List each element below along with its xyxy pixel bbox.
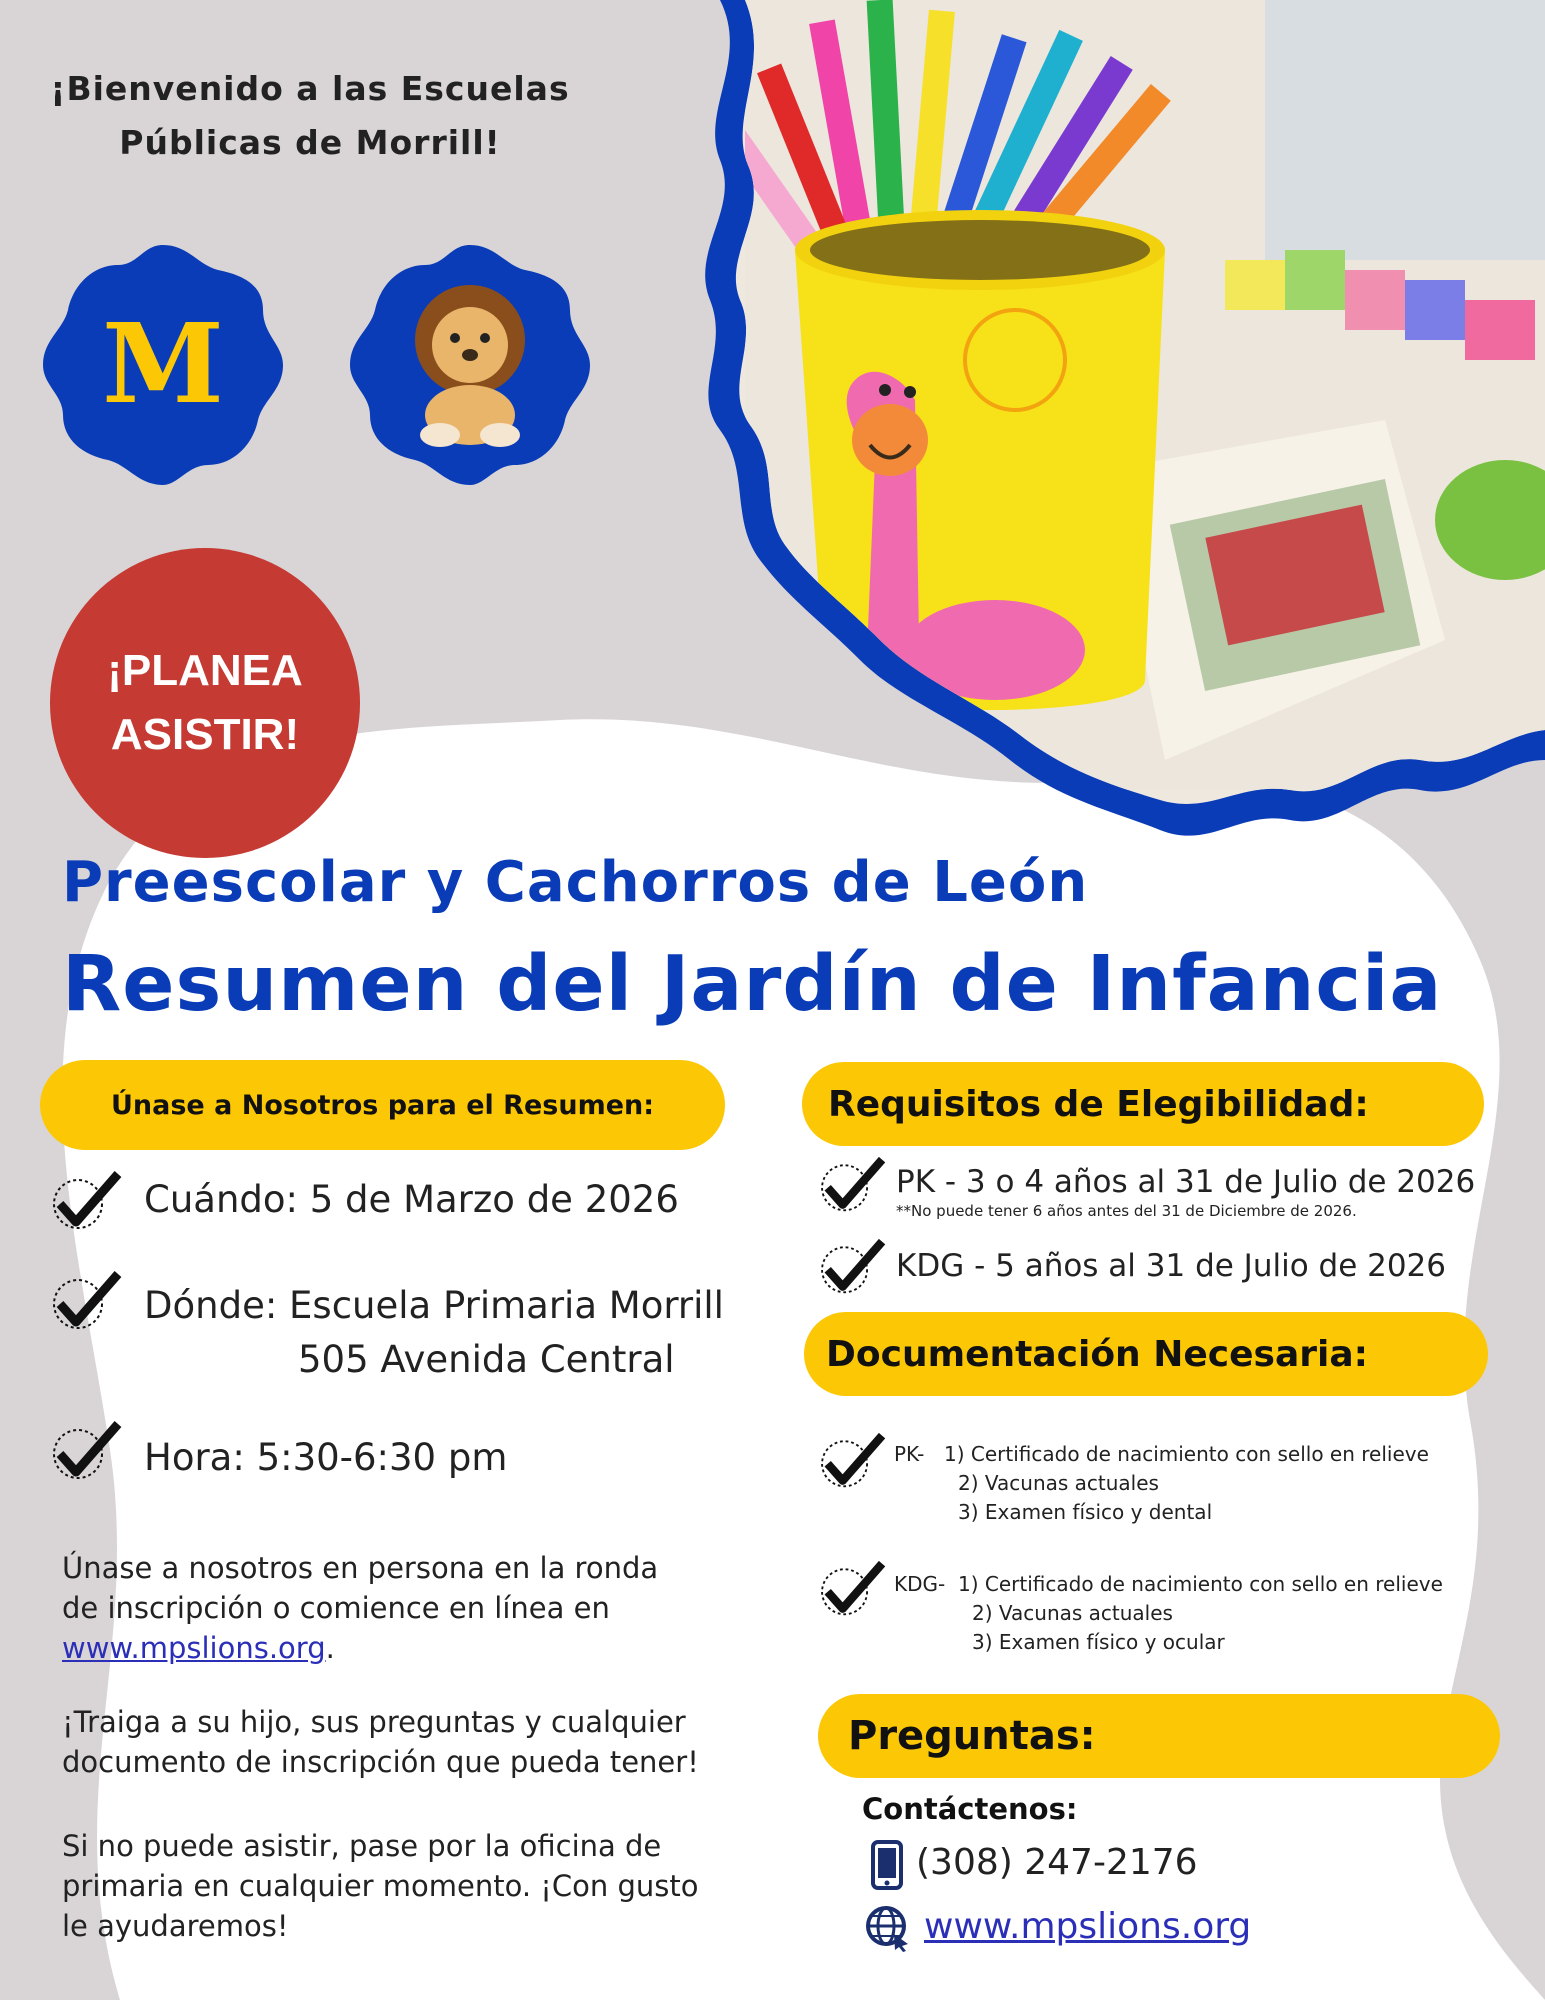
letter-badge <box>38 240 288 490</box>
callout-line-1: ¡PLANEA <box>107 646 303 695</box>
documentation-kdg-item-1: 1) Certificado de nacimiento con sello en relieve <box>958 1572 1443 1596</box>
check-icon <box>48 1418 126 1482</box>
phone-number[interactable]: (308) 247-2176 <box>916 1842 1198 1883</box>
welcome-line-2: Públicas de Morrill! <box>119 123 501 162</box>
documentation-kdg-item-3: 3) Examen físico y ocular <box>972 1630 1225 1654</box>
check-icon <box>816 1236 890 1296</box>
letter-m: M <box>102 299 224 428</box>
check-icon <box>48 1168 126 1232</box>
bring-paragraph: ¡Traiga a su hijo, sus preguntas y cualquier documento de inscripción que pueda tener! <box>62 1705 699 1779</box>
page-title: Resumen del Jardín de Infancia <box>62 940 1443 1029</box>
join-heading-pill <box>40 1060 725 1150</box>
documentation-heading: Documentación Necesaria: <box>826 1333 1369 1375</box>
eligibility-heading-pill <box>802 1062 1484 1146</box>
documentation-kdg-label: KDG- <box>894 1572 946 1596</box>
eligibility-pk: PK - 3 o 4 años al 31 de Julio de 2026 <box>896 1164 1476 1200</box>
welcome-line-1: ¡Bienvenido a las Escuelas <box>50 69 570 108</box>
plan-attend-callout <box>50 548 360 858</box>
event-address: 505 Avenida Central <box>298 1338 675 1381</box>
website-link[interactable]: www.mpslions.org <box>62 1631 326 1665</box>
eligibility-kdg: KDG - 5 años al 31 de Julio de 2026 <box>896 1248 1447 1284</box>
eligibility-pk-note: **No puede tener 6 años antes del 31 de Diciembre de 2026. <box>896 1202 1357 1220</box>
lion-icon <box>415 285 525 447</box>
documentation-heading-pill <box>804 1312 1488 1396</box>
check-icon <box>816 1154 890 1214</box>
lion-badge <box>345 240 595 490</box>
documentation-pk-label: PK- <box>894 1442 925 1466</box>
check-icon <box>816 1430 890 1490</box>
office-paragraph: Si no puede asistir, pase por la oficina de primaria en cualquier momento. ¡Con gusto le ayudaremos! <box>62 1829 699 1943</box>
contact-website-link[interactable]: www.mpslions.org <box>924 1906 1252 1947</box>
check-icon <box>816 1558 890 1618</box>
phone-icon <box>870 1840 904 1890</box>
join-heading: Únase a Nosotros para el Resumen: <box>110 1089 655 1121</box>
online-paragraph <box>62 1548 702 1668</box>
questions-heading: Preguntas: <box>848 1713 1096 1759</box>
online-text-end: . <box>325 1631 335 1665</box>
event-time: Hora: 5:30-6:30 pm <box>144 1436 508 1479</box>
callout-line-2: ASISTIR! <box>110 710 300 759</box>
documentation-pk-item-3: 3) Examen físico y dental <box>958 1500 1213 1524</box>
event-date: Cuándo: 5 de Marzo de 2026 <box>144 1178 679 1221</box>
documentation-kdg-item-2: 2) Vacunas actuales <box>972 1601 1173 1625</box>
documentation-pk-item-1: 1) Certificado de nacimiento con sello en relieve <box>944 1442 1429 1466</box>
pencil-cup-photo <box>745 0 1545 790</box>
event-location: Dónde: Escuela Primaria Morrill <box>144 1284 724 1327</box>
eligibility-heading: Requisitos de Elegibilidad: <box>828 1083 1369 1125</box>
welcome-heading <box>30 62 590 170</box>
documentation-pk-item-2: 2) Vacunas actuales <box>958 1471 1159 1495</box>
contact-label: Contáctenos: <box>862 1792 1078 1826</box>
check-icon <box>48 1268 126 1332</box>
questions-heading-pill <box>818 1694 1500 1778</box>
online-text: Únase a nosotros en persona en la ronda de inscripción o comience en línea en <box>62 1551 659 1625</box>
subtitle: Preescolar y Cachorros de León <box>62 850 1089 915</box>
globe-icon <box>864 1904 912 1952</box>
